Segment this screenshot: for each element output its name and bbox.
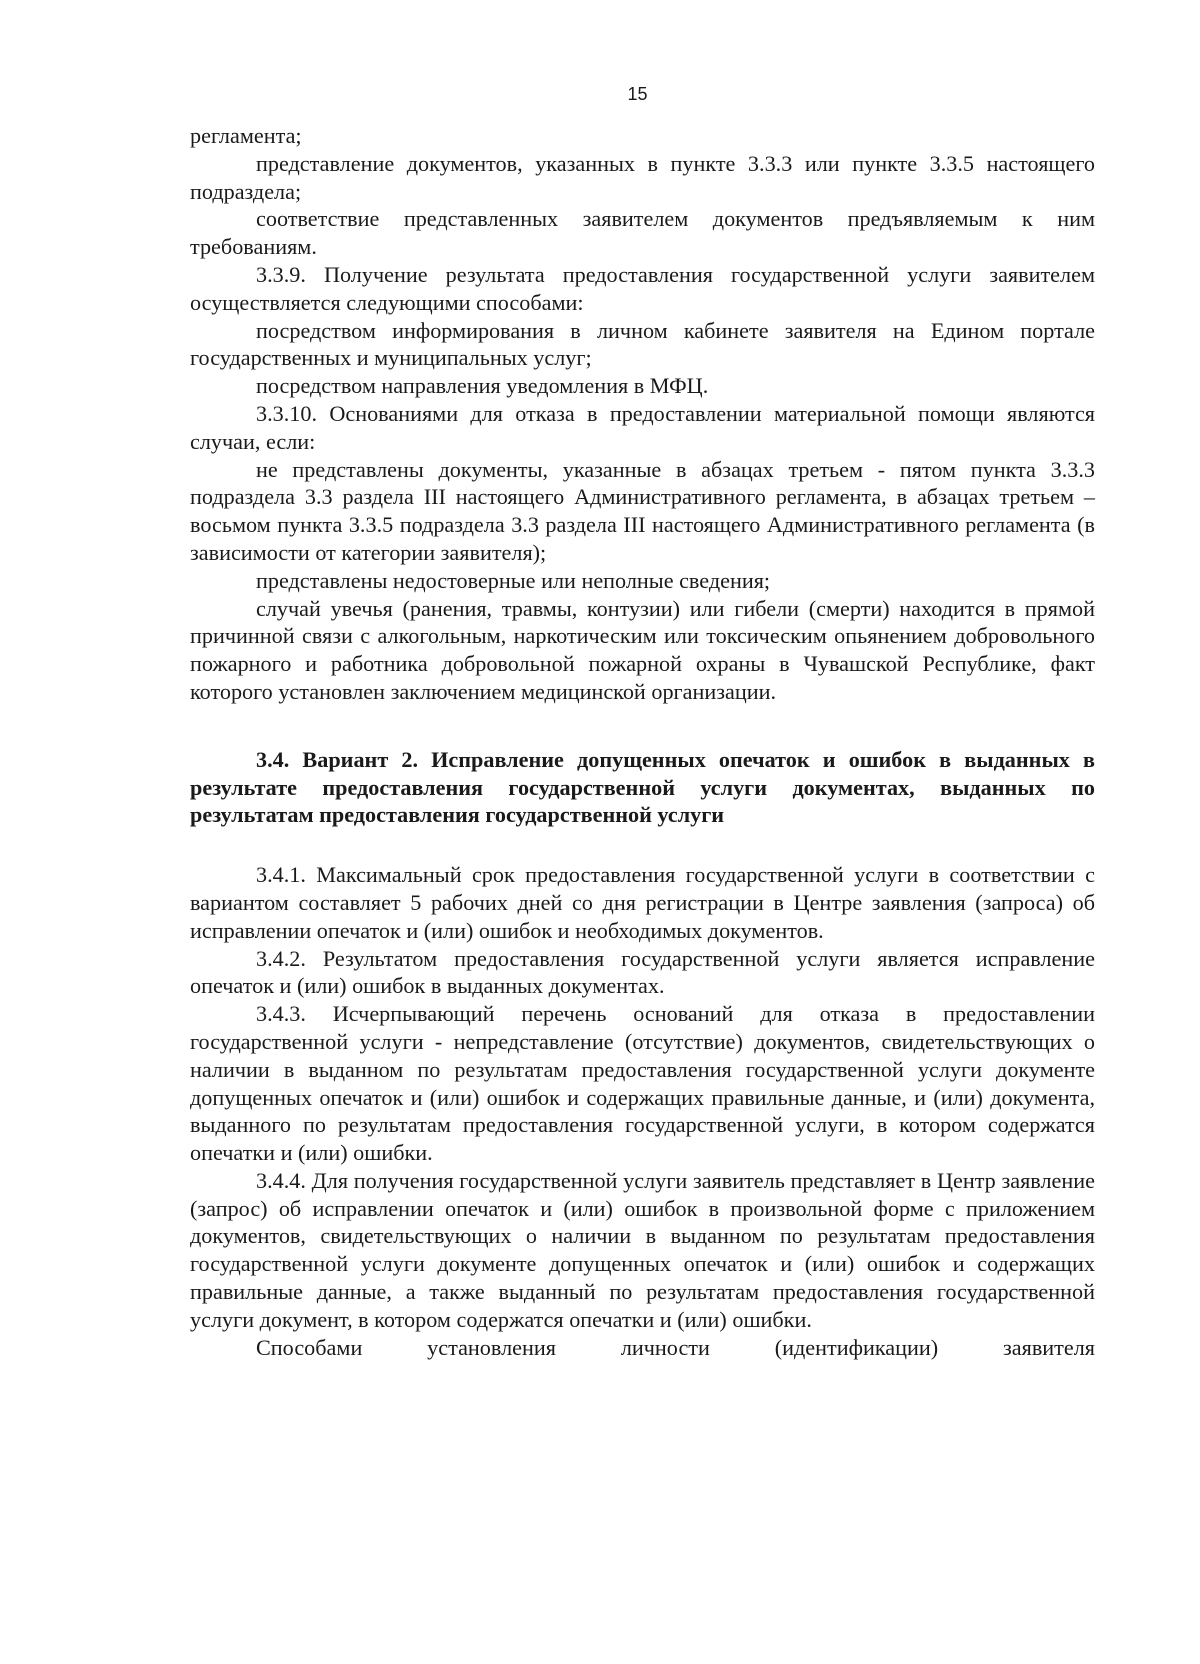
paragraph: Способами установления личности (идентификации) заявителя: [256, 1334, 1095, 1360]
document-body: [190, 122, 1095, 1361]
paragraph: не представлены документы, указанные в абзацах третьем - пятом пункта 3.3.3 подраздела 3.3 раздела III настоящего Административного регламента, в абзацах третьем – восьмом пункта 3.3.5 подраздела 3.3 раздела III настоящего Административного регламента (в зависимости от категории заявителя);: [190, 456, 1095, 565]
paragraph: 3.4.4. Для получения государственной услуги заявитель представляет в Центр заявление (запрос) об исправлении опечаток и (или) ошибок в произвольной форме с приложением документов, свидетельствующих о наличии в выданном по результатам предоставления государственной услуги документе допущенных опечаток и (или) ошибок и содержащих правильные данные, а также выданный по результатам предоставления государственной услуги документ, в котором содержатся опечатки и (или) ошибки.: [190, 1167, 1095, 1332]
paragraph: соответствие представленных заявителем документов предъявляемым к ним требованиям.: [190, 206, 1095, 260]
paragraph: регламента;: [190, 123, 302, 148]
paragraph: 3.3.10. Основаниями для отказа в предоставлении материальной помощи являются случаи, если:: [190, 400, 1095, 454]
paragraph: 3.4.1. Максимальный срок предоставления государственной услуги в соответствии с вариантом составляет 5 рабочих дней со дня регистрации в Центре заявления (запроса) об исправлении опечаток и (или) ошибок и необходимых документов.: [190, 862, 1095, 943]
section-heading: 3.4. Вариант 2. Исправление допущенных опечаток и ошибок в выданных в результате предоставления государственной услуги документах, выданных по результатам предоставления государственной услуги: [190, 746, 1095, 828]
paragraph: случай увечья (ранения, травмы, контузии) или гибели (смерти) находится в прямой причинной связи с алкогольным, наркотическим или токсическим опьянением добровольного пожарного и работника добровольной пожарной охраны в Чувашской Республике, факт которого установлен заключением медицинской организации.: [190, 595, 1095, 704]
paragraph: 3.3.9. Получение результата предоставления государственной услуги заявителем осуществляется следующими способами:: [190, 261, 1095, 315]
paragraph: посредством направления уведомления в МФЦ.: [256, 373, 709, 399]
paragraph: посредством информирования в личном кабинете заявителя на Едином портале государственных и муниципальных услуг;: [190, 317, 1095, 371]
paragraph: представление документов, указанных в пункте 3.3.3 или пункте 3.3.5 настоящего подраздела;: [190, 150, 1095, 204]
paragraph: 3.4.2. Результатом предоставления государственной услуги является исправление опечаток и (или) ошибок в выданных документах.: [190, 945, 1095, 999]
paragraph: представлены недостоверные или неполные сведения;: [256, 567, 771, 593]
paragraph: 3.4.3. Исчерпывающий перечень оснований для отказа в предоставлении государственной услуги - непредставление (отсутствие) документов, свидетельствующих о наличии в выданном по результатам предоставления государственной услуги документе допущенных опечаток и (или) ошибок и содержащих правильные данные, и (или) документа, выданного по результатам предоставления государственной услуги, в котором содержатся опечатки и (или) ошибки.: [190, 1001, 1095, 1166]
page-number: 15: [627, 84, 648, 104]
